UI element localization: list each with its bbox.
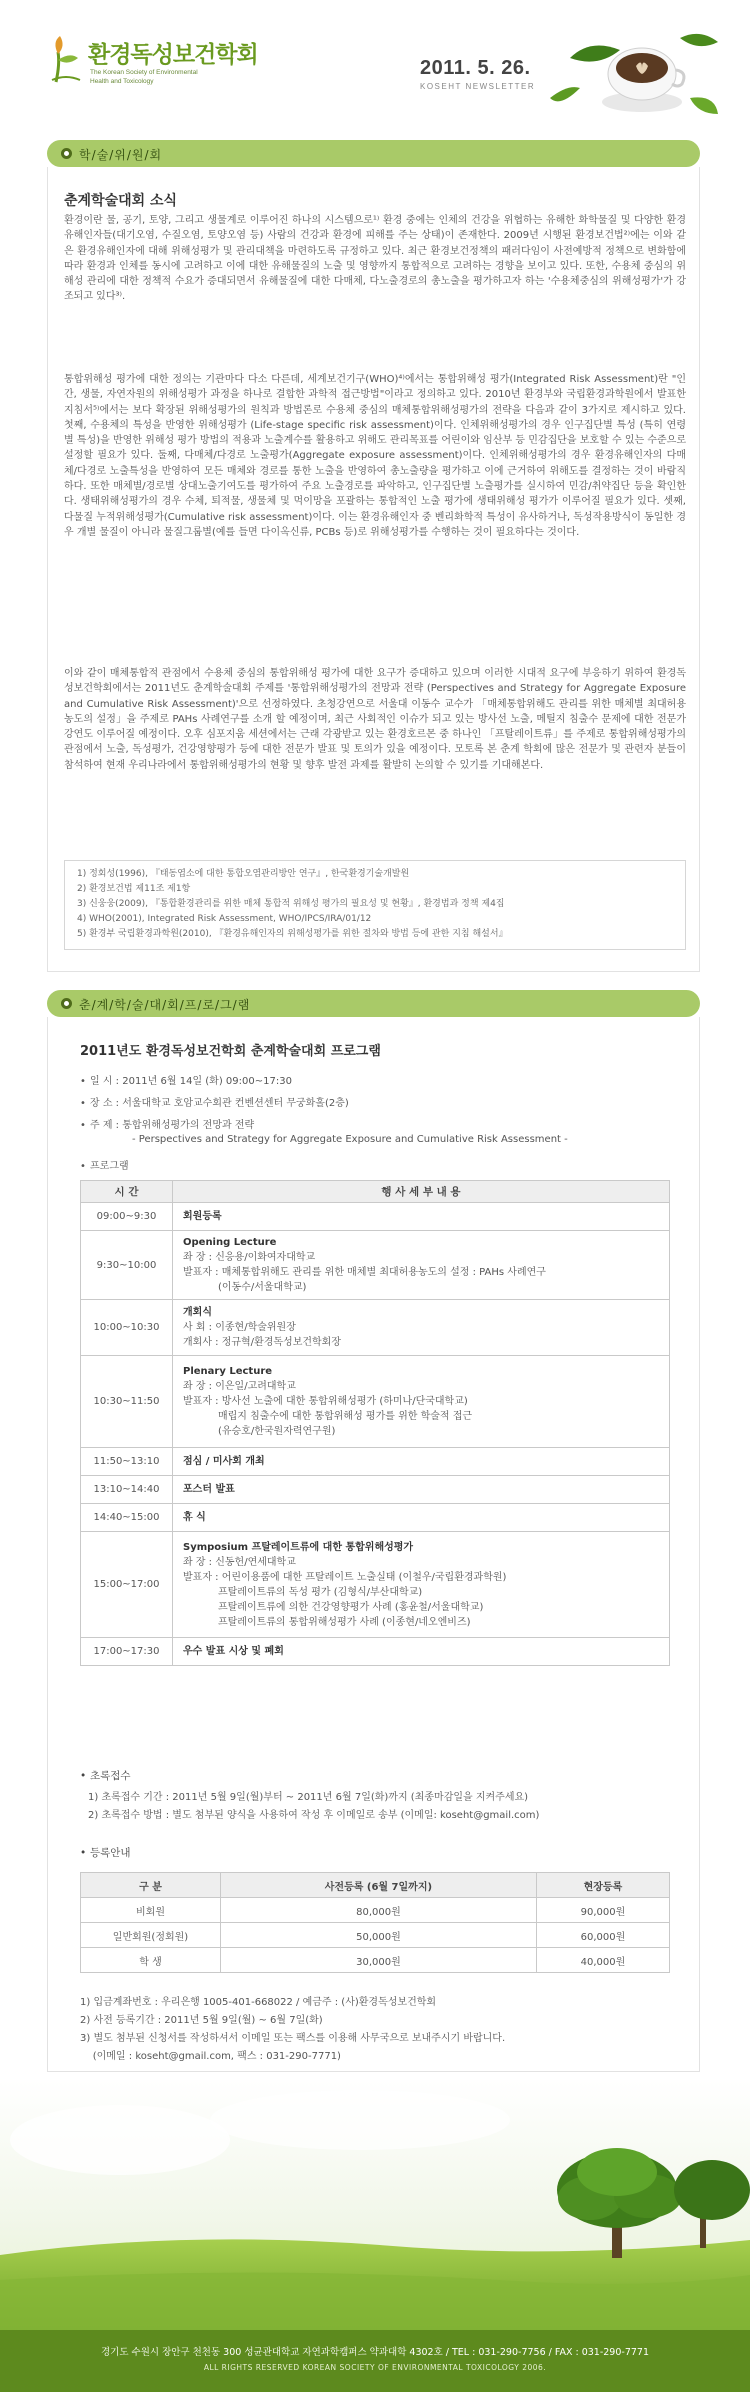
schedule-header-row: [81, 1181, 670, 1203]
abstract-line: 2) 초록접수 방법 : 별도 첨부된 양식을 사용하여 작성 후 이메일로 송부 (이메일: koseht@gmail.com): [88, 1810, 540, 1821]
schedule-row: [81, 1231, 670, 1300]
program-label-text: 프로그램: [90, 1161, 129, 1172]
fee-row: [81, 1948, 670, 1973]
schedule-time: 10:30~11:50: [81, 1356, 173, 1448]
registration-note: 3) 별도 첨부된 신청서를 작성하셔서 이메일 또는 팩스를 이용해 사무국으로 보내주시기 바랍니다.: [80, 2033, 506, 2044]
logo-subtitle-line-2: Health and Toxicology: [90, 78, 154, 85]
event-title: Plenary Lecture: [183, 1366, 273, 1377]
schedule-event: [173, 1638, 670, 1666]
schedule-time: 15:00~17:00: [81, 1532, 173, 1638]
references-box: [64, 860, 686, 950]
reference-item: 4) WHO(2001), Integrated Risk Assessment, WHO/IPCS/IRA/01/12: [77, 914, 372, 924]
event-line: (유승호/한국원자력연구원): [183, 1426, 336, 1437]
event-title: 점심 / 미사회 개최: [183, 1456, 265, 1467]
fee-header: 현장등록: [536, 1873, 669, 1898]
schedule-time: 11:50~13:10: [81, 1448, 173, 1476]
section-bullet-icon: [61, 148, 72, 159]
schedule-row: [81, 1476, 670, 1504]
registration-heading: • 등록안내: [80, 1847, 131, 1859]
event-line: 프탈레이트류의 통합위해성평가 사례 (이종현/네오엔비즈): [183, 1616, 471, 1628]
reference-item: 2) 환경보건법 제11조 제1항: [77, 884, 191, 894]
page-footer: [0, 2330, 750, 2392]
section-label: 춘/계/학/술/대/회/프/로/그/램: [79, 998, 251, 1012]
event-line: 좌 장 : 신동헌/연세대학교: [183, 1556, 296, 1568]
fee-row: [81, 1923, 670, 1948]
schedule-event: [173, 1300, 670, 1356]
program-place-text: 장 소 : 서울대학교 호암교수회관 컨벤션센터 무궁화홀(2층): [90, 1098, 349, 1109]
fee-cell: 비회원: [81, 1898, 221, 1923]
fee-cell: 40,000원: [536, 1948, 669, 1973]
schedule-time: 9:30~10:00: [81, 1231, 173, 1300]
event-line: 좌 장 : 신응용/이화여자대학교: [183, 1252, 316, 1263]
section-bar-academic-committee: [47, 140, 700, 167]
event-line: 발표자 : 매체통합위해도 관리를 위한 매체별 최대허용농도의 설정 : PAHs 사례연구: [183, 1267, 546, 1278]
fee-row: [81, 1898, 670, 1923]
event-line: (이동수/서울대학교): [183, 1282, 307, 1293]
col-header-event: 행 사 세 부 내 용: [173, 1181, 670, 1203]
program-label: • 프로그램: [80, 1161, 129, 1172]
article-paragraph-3: 이와 같이 매체통합적 관점에서 수용체 중심의 통합위해성 평가에 대한 요구가 증대하고 있으며 이러한 시대적 요구에 부응하기 위하여 환경독성보건학회에서는 2011년도 춘계학술대회 주제를 '통합위해성평가의 전망과 전략 (Perspectives and Strategy for Aggregate Exposure and Cumulative Risk Assessment)'으로 선정하였다. 초청강연으로 서울대 이동수 교수가 「매체통합위해도 관리를 위한 매체별 최대허용농도의 설정」을 주제로 PAHs 사례연구를 소개 할 예정이며, 최근 사회적인 이슈가 되고 있는 방사선 노출, 메틸지 침출수 문제에 대한 전문가 강연도 이루어질 예정이다. 오후 심포지움 세션에서는 근래 각광받고 있는 환경호르몬 중 하나인 「프탈레이트류」를 주제로 통합위해성평가의 관점에서 노출, 독성평가, 건강영향평가 등에 대한 전문가 발표 및 토의가 있을 예정이다. 모토록 본 춘계 학회에 많은 전문가 및 관련자 분들이 참석하여 현재 우리나라에서 통합위해성평가의 현황 및 향후 발전 과제를 활발히 논의할 수 있기를 기대해본다.: [64, 668, 686, 771]
schedule-event: [173, 1476, 670, 1504]
schedule-event: [173, 1356, 670, 1448]
event-line: 발표자 : 어린이용품에 대한 프탈레이트 노출실태 (이철우/국립환경과학원): [183, 1571, 507, 1583]
newsletter-header: [0, 0, 750, 130]
schedule-time: 13:10~14:40: [81, 1476, 173, 1504]
program-place: • 장 소 : 서울대학교 호암교수회관 컨벤션센터 무궁화홀(2층): [80, 1098, 349, 1109]
article-paragraph-1: 환경이란 물, 공기, 토양, 그리고 생물계로 이루어진 하나의 시스템으로¹⁾ 환경 중에는 인체의 건강을 위협하는 유해한 화학물질 및 다양한 환경유해인자들(대기오염, 수질오염, 토양오염 등) 사람의 건강과 환경에 피해를 주는 상태)이 존재한다. 2009년 시행된 환경보건법²⁾에는 이와 같은 환경유해인자에 대해 위해성평가 및 관리대책을 마련하도록 규정하고 있다. 최근 환경보건정책의 패러다임이 사전예방적 정책으로 변화함에 따라 환경과 인체를 동시에 고려하고 이에 대한 유해물질의 노출 및 영향까지 통합적으로 고려하는 경향을 보이고 있다. 또한, 수용체 중심의 위해성 관리에 대한 정책적 수요가 증대되면서 유해물질에 대한 다매체, 다노출경로의 총노출을 평가하고자 하는 '수용체중심의 위해성평가'가 강조되고 있다³⁾.: [64, 215, 686, 303]
schedule-table: [80, 1180, 670, 1666]
schedule-time: 10:00~10:30: [81, 1300, 173, 1356]
footer-address: 경기도 수원시 장안구 천천동 300 성균관대학교 자연과학캠퍼스 약과대학 4302호 / TEL : 031-290-7756 / FAX : 031-290-7771: [100, 2347, 650, 2358]
issue-date: 2011. 5. 26.: [420, 57, 531, 79]
event-title: 회원등록: [183, 1211, 222, 1222]
logo-title: 환경독성보건학회: [88, 42, 258, 68]
event-title: 포스터 발표: [183, 1484, 235, 1495]
article-title: 춘계학술대회 소식: [64, 193, 178, 209]
footer-copyright: ALL RIGHTS RESERVED KOREAN SOCIETY OF ENVIRONMENTAL TOXICOLOGY 2006.: [203, 2363, 547, 2372]
schedule-row: [81, 1300, 670, 1356]
event-title: Opening Lecture: [183, 1237, 277, 1248]
section-bar-spring-program: [47, 990, 700, 1017]
schedule-time: 17:00~17:30: [81, 1638, 173, 1666]
schedule-row: [81, 1504, 670, 1532]
event-line: 프탈레이트류에 의한 건강영향평가 사례 (홍윤철/서울대학교): [183, 1601, 484, 1613]
registration-note: 1) 입금계좌번호 : 우리은행 1005-401-668022 / 예금주 : (사)환경독성보건학회: [80, 1997, 437, 2008]
abstract-heading-text: 초록접수: [90, 1770, 131, 1782]
reference-item: 3) 신웅웅(2009), 『통합환경관리를 위한 매체 통합적 위해성 평가의 필요성 및 현황』, 환경법과 정책 제4집: [77, 899, 505, 909]
program-theme-text: 주 제 : 통합위해성평가의 전망과 전략: [90, 1120, 255, 1131]
logo-subtitle: [90, 68, 210, 86]
schedule-row: [81, 1203, 670, 1231]
fee-header: 사전등록 (6월 7일까지): [221, 1873, 537, 1898]
event-line: 프탈레이트류의 독성 평가 (김형식/부산대학교): [183, 1586, 423, 1598]
fee-header: 구 분: [81, 1873, 221, 1898]
society-logo[interactable]: [50, 34, 270, 94]
registration-heading-text: 등록안내: [90, 1847, 131, 1859]
fee-cell: 30,000원: [221, 1948, 537, 1973]
fee-table: [80, 1872, 670, 1973]
event-title: 우수 발표 시상 및 폐회: [183, 1646, 284, 1657]
event-line: 사 회 : 이종현/학술위원장: [183, 1322, 296, 1333]
abstract-line: 1) 초록접수 기간 : 2011년 5월 9일(월)부터 ~ 2011년 6월 7일(화)까지 (최종마감일을 지켜주세요): [88, 1792, 529, 1803]
registration-note: (이메일 : koseht@gmail.com, 팩스 : 031-290-7771): [80, 2051, 341, 2062]
event-line: 발표자 : 방사선 노출에 대한 통합위해성평가 (하미나/단국대학교): [183, 1396, 468, 1407]
event-line: 매립지 침출수에 대한 통합위해성 평가를 위한 학술적 접근: [183, 1411, 473, 1422]
schedule-time: 14:40~15:00: [81, 1504, 173, 1532]
section-label: 학/술/위/원/회: [79, 148, 163, 162]
schedule-time: 09:00~9:30: [81, 1203, 173, 1231]
abstract-heading: • 초록접수: [80, 1770, 131, 1782]
fee-cell: 80,000원: [221, 1898, 537, 1923]
event-title: 개회식: [183, 1307, 212, 1318]
schedule-row: [81, 1448, 670, 1476]
newsletter-label: KOSEHT NEWSLETTER: [420, 82, 536, 91]
program-theme-subtitle: - Perspectives and Strategy for Aggregate Exposure and Cumulative Risk Assessment -: [132, 1134, 568, 1145]
schedule-event: [173, 1203, 670, 1231]
schedule-event: [173, 1532, 670, 1638]
reference-item: 1) 정회성(1996), 『태동엽소에 대한 통합오염관리방안 연구』, 한국환경기술개발원: [77, 869, 410, 879]
schedule-row: [81, 1638, 670, 1666]
col-header-time: 시 간: [81, 1181, 173, 1203]
fee-cell: 50,000원: [221, 1923, 537, 1948]
schedule-event: [173, 1231, 670, 1300]
event-line: 좌 장 : 이은일/고려대학교: [183, 1381, 296, 1392]
section-bullet-icon: [61, 998, 72, 1009]
schedule-event: [173, 1504, 670, 1532]
fee-cell: 일반회원(정회원): [81, 1923, 221, 1948]
fee-cell: 90,000원: [536, 1898, 669, 1923]
program-title: 2011년도 환경독성보건학회 춘계학술대회 프로그램: [80, 1044, 381, 1059]
event-title: 휴 식: [183, 1512, 206, 1523]
green-field-tree-illustration: [0, 2080, 750, 2330]
article-paragraph-2: 통합위해성 평가에 대한 정의는 기관마다 다소 다른데, 세계보건기구(WHO)⁴⁾에서는 통합위해성 평가(Integrated Risk Assessment)란 "인간, 생물, 자연자원의 위해성평가 과정을 하나로 결합한 과학적 접근방법"이라고 정의하고 있다. 2010년 환경부와 국립환경과학원에서 발표한 지침서⁵⁾에서는 보다 확장된 위해성평가의 원칙과 방법론로 수용체 중심의 매체통합위해성평가의 전략을 다음과 같이 3가지로 제시하고 있다. 첫째, 수용체의 특성을 반영한 위해성평가 (Life-stage specific risk assessment)이다. 인체위해성평가의 경우 인구집단별 특성 (특히 연령별 특성)을 반영한 위해성 평가 방법의 적용과 노출계수를 활용하고 위해도 관리목표를 어린이와 임산부 등 민감집단을 보호할 수 있는 수준으로 설정할 필요가 있다. 둘째, 다매체/다경로 노출평가(Aggregate exposure assessment)이다. 인체위해성평가의 경우 환경유해인자의 다매체/다경로 노출특성을 반영하여 모든 매체와 경로를 통한 노출을 반영하여 총노출량을 평가하고 이에 근거하여 위해도를 결정하는 것이 바람직하다. 또한 매체별/경로별 상대노출기여도를 평가하여 주요 노출경로를 파악하고, 인구집단별 노출평가를 실시하여 민감/취약집단 등을 확인한다. 생태위해성평가의 경우 수체, 퇴적물, 생물체 및 먹이망을 포괄하는 통합적인 노출 평가에 생태위해성 평가가 이루어질 필요가 있다. 셋째, 다물질 누적위해성평가(Cumulative risk assessment)이다. 이는 환경유해인자 중 벤리화학적 특성이 유사하거나, 독성작용방식이 동일한 경우 개별 물질이 아니라 물질그룹별(예를 들면 다이옥신류, PCBs 등)로 위해성평가를 수행하는 것이 필요하다는 것이다.: [64, 374, 686, 538]
program-date: • 일 시 : 2011년 6월 14일 (화) 09:00~17:30: [80, 1076, 292, 1087]
program-theme: • 주 제 : 통합위해성평가의 전망과 전략: [80, 1120, 255, 1131]
registration-note: 2) 사전 등록기간 : 2011년 5월 9일(월) ~ 6월 7일(화): [80, 2015, 323, 2026]
coffee-cup-leaves-illustration: [550, 28, 720, 120]
schedule-row: [81, 1356, 670, 1448]
logo-leaf-icon: [50, 34, 84, 86]
logo-subtitle-line-1: The Korean Society of Environmental: [90, 69, 198, 76]
fee-cell: 60,000원: [536, 1923, 669, 1948]
reference-item: 5) 환경부 국립환경과학원(2010), 『환경유해인자의 위해성평가를 위한 절차와 방법 등에 관한 지침 해설서』: [77, 929, 508, 939]
fee-header-row: [81, 1873, 670, 1898]
schedule-row: [81, 1532, 670, 1638]
event-title: Symposium 프탈레이트류에 대한 통합위해성평가: [183, 1541, 414, 1553]
event-line: 개회사 : 정규혁/환경독성보건학회장: [183, 1337, 341, 1348]
schedule-event: [173, 1448, 670, 1476]
fee-cell: 학 생: [81, 1948, 221, 1973]
program-date-text: 일 시 : 2011년 6월 14일 (화) 09:00~17:30: [90, 1076, 292, 1087]
